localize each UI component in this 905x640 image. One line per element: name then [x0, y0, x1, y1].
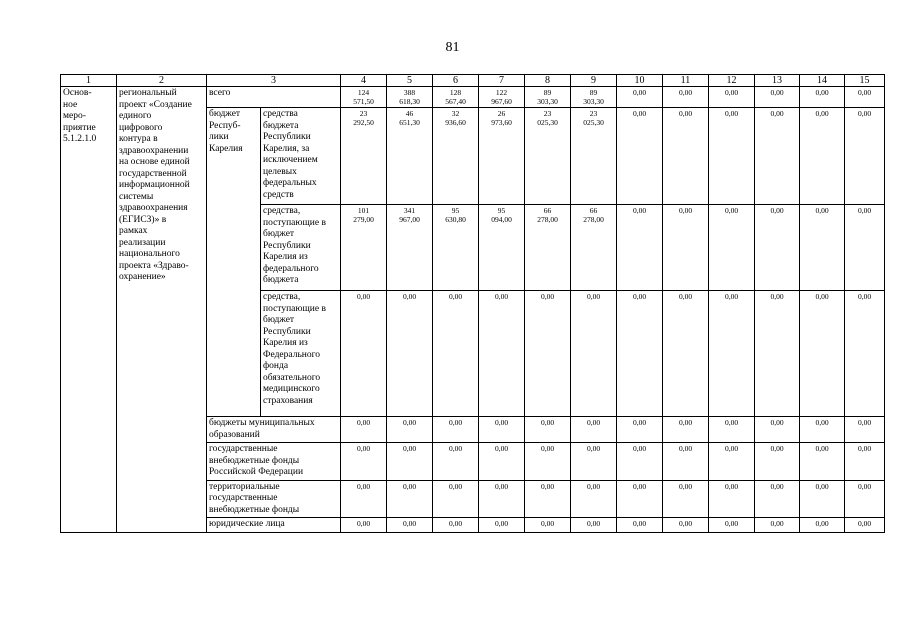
column-header-11: 11	[663, 75, 709, 87]
value-cell: 0,00	[709, 108, 755, 205]
value-cell: 0,00	[800, 518, 845, 533]
value-cell: 0,00	[341, 417, 387, 443]
column-header-14: 14	[800, 75, 845, 87]
source-label: юридические лица	[207, 518, 341, 533]
funding-table	[60, 74, 885, 533]
value-cell: 0,00	[617, 108, 663, 205]
value-cell: 0,00	[341, 291, 387, 417]
value-cell: 0,00	[800, 443, 845, 481]
column-header-4: 4	[341, 75, 387, 87]
value-cell: 0,00	[617, 443, 663, 481]
column-header-15: 15	[845, 75, 885, 87]
value-cell: 0,00	[800, 480, 845, 518]
source-label: территориальные государственные внебюджетные фонды	[207, 480, 341, 518]
value-cell: 0,00	[755, 480, 800, 518]
value-cell: 0,00	[525, 291, 571, 417]
value-cell: 0,00	[479, 480, 525, 518]
value-cell: 0,00	[709, 443, 755, 481]
value-cell: 0,00	[663, 291, 709, 417]
value-cell: 0,00	[663, 480, 709, 518]
value-cell: 0,00	[479, 417, 525, 443]
value-cell: 0,00	[800, 108, 845, 205]
value-cell: 0,00	[479, 291, 525, 417]
column-header-7: 7	[479, 75, 525, 87]
column-number-row	[61, 75, 885, 87]
value-cell: 0,00	[845, 291, 885, 417]
table-row	[61, 87, 885, 108]
value-cell: 0,00	[617, 291, 663, 417]
column-header-5: 5	[387, 75, 433, 87]
value-cell: 23 025,30	[571, 108, 617, 205]
value-cell: 66 278,00	[525, 205, 571, 291]
value-cell: 95 630,80	[433, 205, 479, 291]
value-cell: 0,00	[845, 443, 885, 481]
value-cell: 0,00	[755, 417, 800, 443]
source-label: средства, поступающие в бюджет Республики Карелия из федерального бюджета	[261, 205, 341, 291]
value-cell: 0,00	[433, 291, 479, 417]
source-label: государственные внебюджетные фонды Российской Федерации	[207, 443, 341, 481]
value-cell: 0,00	[617, 205, 663, 291]
value-cell: 0,00	[845, 518, 885, 533]
value-cell: 89 303,30	[571, 87, 617, 108]
value-cell: 0,00	[525, 443, 571, 481]
value-cell: 0,00	[617, 480, 663, 518]
value-cell: 0,00	[663, 205, 709, 291]
column-header-9: 9	[571, 75, 617, 87]
value-cell: 46 651,30	[387, 108, 433, 205]
value-cell: 0,00	[800, 87, 845, 108]
value-cell: 0,00	[663, 108, 709, 205]
source-label: средства бюджета Республики Карелия, за исключением целевых федеральных средств	[261, 108, 341, 205]
value-cell: 0,00	[800, 291, 845, 417]
value-cell: 0,00	[845, 205, 885, 291]
column-header-10: 10	[617, 75, 663, 87]
value-cell: 89 303,30	[525, 87, 571, 108]
column-header-3: 3	[207, 75, 341, 87]
value-cell: 0,00	[845, 87, 885, 108]
value-cell: 0,00	[341, 443, 387, 481]
value-cell: 0,00	[800, 417, 845, 443]
value-cell: 0,00	[709, 205, 755, 291]
value-cell: 0,00	[663, 443, 709, 481]
value-cell: 128 567,40	[433, 87, 479, 108]
value-cell: 0,00	[709, 480, 755, 518]
source-label: всего	[207, 87, 341, 108]
value-cell: 0,00	[571, 443, 617, 481]
column-header-13: 13	[755, 75, 800, 87]
value-cell: 0,00	[709, 87, 755, 108]
value-cell: 0,00	[755, 518, 800, 533]
column-header-8: 8	[525, 75, 571, 87]
value-cell: 124 571,50	[341, 87, 387, 108]
value-cell: 0,00	[387, 480, 433, 518]
value-cell: 0,00	[845, 480, 885, 518]
value-cell: 66 278,00	[571, 205, 617, 291]
value-cell: 0,00	[755, 108, 800, 205]
column-header-1: 1	[61, 75, 117, 87]
value-cell: 0,00	[571, 480, 617, 518]
value-cell: 0,00	[755, 291, 800, 417]
value-cell: 0,00	[709, 417, 755, 443]
value-cell: 23 292,50	[341, 108, 387, 205]
value-cell: 122 967,60	[479, 87, 525, 108]
value-cell: 0,00	[341, 518, 387, 533]
value-cell: 0,00	[341, 480, 387, 518]
value-cell: 388 618,30	[387, 87, 433, 108]
value-cell: 0,00	[845, 417, 885, 443]
value-cell: 0,00	[433, 417, 479, 443]
regional-budget-cell: бюджет Респуб- лики Карелия	[207, 108, 261, 417]
value-cell: 0,00	[845, 108, 885, 205]
value-cell: 0,00	[387, 291, 433, 417]
value-cell: 0,00	[387, 443, 433, 481]
value-cell: 0,00	[387, 417, 433, 443]
value-cell: 0,00	[755, 443, 800, 481]
value-cell: 0,00	[387, 518, 433, 533]
value-cell: 0,00	[571, 417, 617, 443]
value-cell: 0,00	[617, 417, 663, 443]
project-name-cell: региональный проект «Создание единого цифрового контура в здравоохранении на основе единой государственной информационной системы здравоохранения (ЕГИСЗ)» в рамках реализации национального проекта «Здраво- охранение»	[117, 87, 207, 533]
value-cell: 0,00	[571, 291, 617, 417]
value-cell: 0,00	[525, 417, 571, 443]
value-cell: 0,00	[617, 518, 663, 533]
activity-code-cell: Основ- ное меро- приятие 5.1.2.1.0	[61, 87, 117, 533]
value-cell: 0,00	[709, 518, 755, 533]
source-label: бюджеты муниципальных образований	[207, 417, 341, 443]
value-cell: 0,00	[617, 87, 663, 108]
column-header-6: 6	[433, 75, 479, 87]
value-cell: 101 279,00	[341, 205, 387, 291]
value-cell: 0,00	[663, 518, 709, 533]
value-cell: 0,00	[571, 518, 617, 533]
value-cell: 0,00	[525, 518, 571, 533]
value-cell: 0,00	[709, 291, 755, 417]
value-cell: 0,00	[479, 443, 525, 481]
column-header-12: 12	[709, 75, 755, 87]
value-cell: 0,00	[755, 205, 800, 291]
value-cell: 0,00	[433, 443, 479, 481]
value-cell: 341 967,00	[387, 205, 433, 291]
value-cell: 0,00	[525, 480, 571, 518]
value-cell: 23 025,30	[525, 108, 571, 205]
value-cell: 0,00	[663, 417, 709, 443]
value-cell: 95 094,00	[479, 205, 525, 291]
value-cell: 0,00	[800, 205, 845, 291]
page-number: 81	[445, 40, 460, 55]
value-cell: 26 973,60	[479, 108, 525, 205]
value-cell: 0,00	[479, 518, 525, 533]
value-cell: 32 936,60	[433, 108, 479, 205]
value-cell: 0,00	[663, 87, 709, 108]
value-cell: 0,00	[755, 87, 800, 108]
value-cell: 0,00	[433, 480, 479, 518]
column-header-2: 2	[117, 75, 207, 87]
source-label: средства, поступающие в бюджет Республики Карелия из Федерального фонда обязательного медицинского страхования	[261, 291, 341, 417]
value-cell: 0,00	[433, 518, 479, 533]
